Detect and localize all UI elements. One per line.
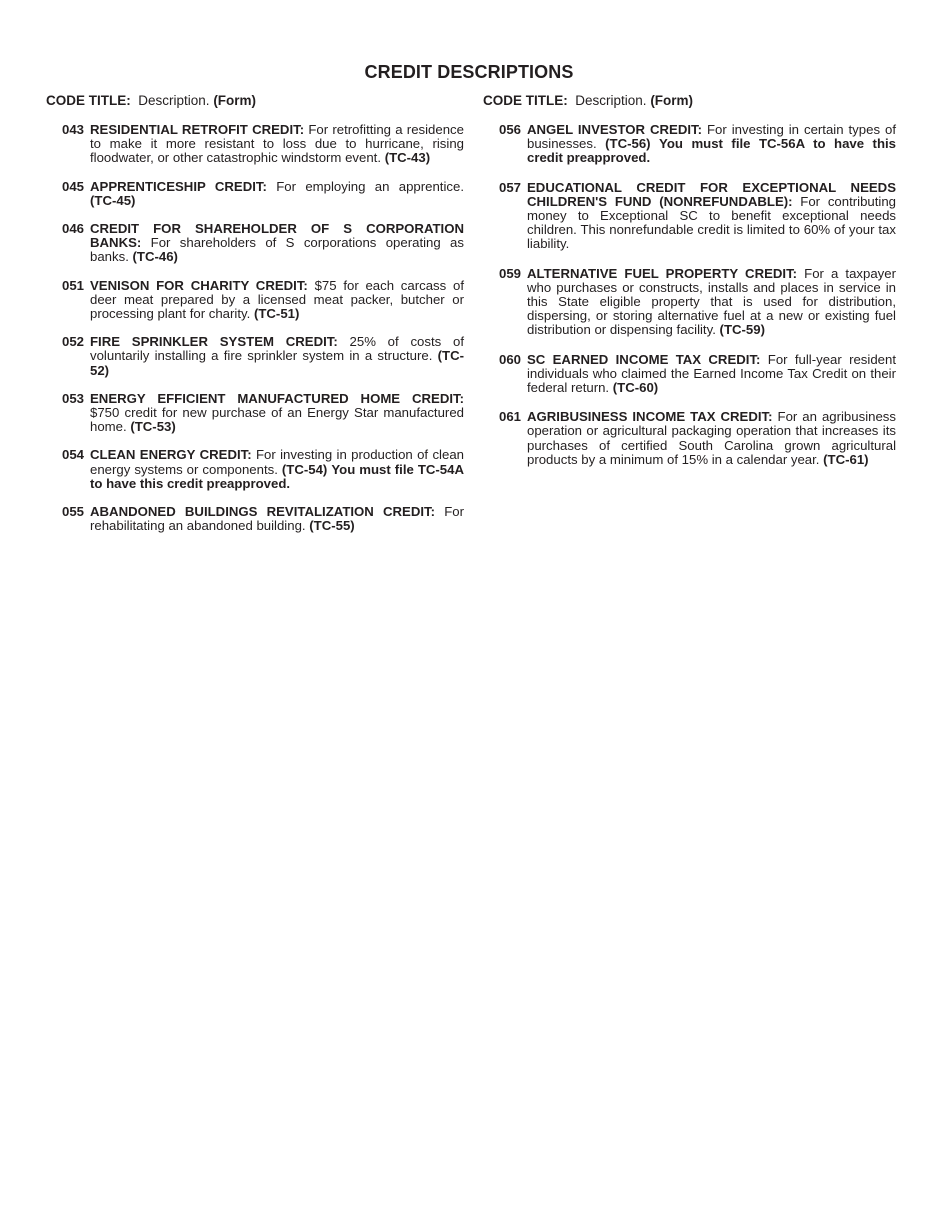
credit-form: (TC-45) (90, 192, 136, 208)
credit-preapproval-note: You must file TC-54A to have this credit preapproved. (90, 461, 464, 491)
credit-title: RESIDENTIAL RETROFIT CREDIT: (90, 122, 305, 137)
credit-text (527, 123, 896, 166)
credit-entry-043 (62, 123, 464, 166)
credit-code: 056 (499, 122, 522, 137)
credit-code: 061 (499, 409, 522, 425)
column-header (46, 93, 464, 108)
credit-title: SC EARNED INCOME TAX CREDIT: (527, 351, 761, 367)
credit-description: 25% of costs of voluntarily installing a fire sprinkler system in a structure. (90, 334, 464, 364)
credit-code: 051 (62, 277, 85, 293)
credit-text (90, 222, 464, 265)
credit-code: 053 (62, 390, 85, 406)
credit-description: For investing in certain types of businesses. (527, 122, 896, 152)
credit-text (90, 448, 464, 491)
credit-entry-046 (62, 222, 464, 265)
credit-title: ANGEL INVESTOR CREDIT: (527, 122, 703, 137)
credit-description: For shareholders of S corporations operating as banks. (90, 235, 464, 265)
code-title-label: CODE TITLE: (483, 93, 568, 108)
credit-entry-060 (499, 353, 896, 396)
credit-form: (TC-53) (130, 419, 176, 435)
credit-description: $75 for each carcass of deer meat prepared by a licensed meat packer, butcher or processing plant for charity. (90, 277, 464, 322)
credit-code: 052 (62, 334, 85, 350)
credit-form: (TC-43) (384, 150, 431, 166)
credit-code: 046 (62, 221, 85, 237)
credit-code: 054 (62, 447, 85, 463)
credit-text (90, 123, 464, 166)
credit-text (527, 353, 896, 396)
credit-description: For employing an apprentice. (276, 178, 464, 194)
credit-description: For full-year resident individuals who claimed the Earned Income Tax Credit on their federal return. (527, 351, 896, 396)
credit-title: ENERGY EFFICIENT MANUFACTURED HOME CREDIT: (90, 390, 464, 406)
credit-entry-052 (62, 335, 464, 378)
credit-text (527, 410, 896, 467)
credit-code: 060 (499, 351, 522, 367)
credit-description: $750 credit for new purchase of an Energy Star manufactured home. (90, 405, 464, 435)
credit-code: 055 (62, 504, 85, 520)
credit-entry-054 (62, 448, 464, 491)
credit-entry-056 (499, 123, 896, 166)
credit-entry-059 (499, 267, 896, 338)
credit-title: EDUCATIONAL CREDIT FOR EXCEPTIONAL NEEDS CHILDREN'S FUND (NONREFUNDABLE): (527, 179, 896, 209)
credit-title: AGRIBUSINESS INCOME TAX CREDIT: (527, 409, 773, 425)
credit-description: For contributing money to Exceptional SC to benefit exceptional needs children. This nonrefundable credit is limited to 60% of your tax liability. (527, 193, 897, 252)
credit-code: 043 (62, 122, 85, 137)
credit-form: (TC-55) (309, 518, 355, 534)
credit-title: VENISON FOR CHARITY CREDIT: (90, 277, 308, 293)
credit-text (90, 279, 464, 322)
credit-text (90, 505, 464, 533)
credit-text (90, 392, 464, 435)
column-header (483, 93, 896, 108)
credit-entry-053 (62, 392, 464, 435)
credit-description: For an agribusiness operation or agricultural packaging operation that increases its purchases of certified South Carolina grown agricultural products by a minimum of 15% in a calendar year. (527, 409, 896, 467)
credit-title: ALTERNATIVE FUEL PROPERTY CREDIT: (527, 265, 798, 281)
credit-text (527, 181, 896, 252)
description-label: Description. (138, 93, 210, 108)
credit-entry-051 (62, 279, 464, 322)
credit-form: (TC-56) (605, 136, 651, 152)
credit-form: (TC-61) (823, 451, 869, 467)
form-label: (Form) (650, 93, 694, 108)
credit-entry-061 (499, 410, 896, 467)
credit-preapproval-note: You must file TC-56A to have this credit preapproved. (527, 136, 896, 166)
code-title-label: CODE TITLE: (46, 93, 131, 108)
credit-text (90, 335, 464, 378)
credit-entry-057 (499, 181, 896, 252)
credit-description: For rehabilitating an abandoned building. (90, 504, 464, 534)
credit-description: For a taxpayer who purchases or constructs, installs and places in service in this State eligible property that is used for distribution, dispersing, or storing alternative fuel at a new or existing fuel distribution or dispensing facility. (527, 265, 896, 338)
credit-form: (TC-52) (90, 348, 465, 378)
credit-code: 059 (499, 265, 522, 281)
credit-title: FIRE SPRINKLER SYSTEM CREDIT: (90, 334, 338, 350)
credit-entry-045 (62, 180, 464, 208)
credit-code: 045 (62, 178, 85, 194)
credit-title: APPRENTICESHIP CREDIT: (90, 178, 267, 194)
credit-code: 057 (499, 179, 522, 195)
credit-text (90, 180, 464, 208)
credit-form: (TC-46) (132, 249, 178, 265)
credit-form: (TC-60) (612, 380, 659, 396)
credit-title: CREDIT FOR SHAREHOLDER OF S CORPORATION BANKS: (90, 221, 464, 251)
credit-form: (TC-54) (281, 461, 328, 477)
credit-form: (TC-51) (253, 306, 300, 322)
page-title: CREDIT DESCRIPTIONS (364, 62, 574, 82)
credit-title: CLEAN ENERGY CREDIT: (90, 447, 252, 463)
form-label: (Form) (213, 93, 257, 108)
left-column (46, 93, 464, 547)
credit-text (527, 267, 896, 338)
credit-title: ABANDONED BUILDINGS REVITALIZATION CREDIT: (90, 504, 436, 520)
credit-description: For investing in production of clean energy systems or components. (90, 447, 464, 477)
description-label: Description. (575, 93, 647, 108)
credit-form: (TC-59) (719, 322, 765, 338)
credit-entry-055 (62, 505, 464, 533)
right-column (483, 93, 896, 482)
credit-description: For retrofitting a residence to make it more resistant to loss due to hurricane, rising floodwater, or other catastrophic windstorm event. (90, 122, 464, 166)
